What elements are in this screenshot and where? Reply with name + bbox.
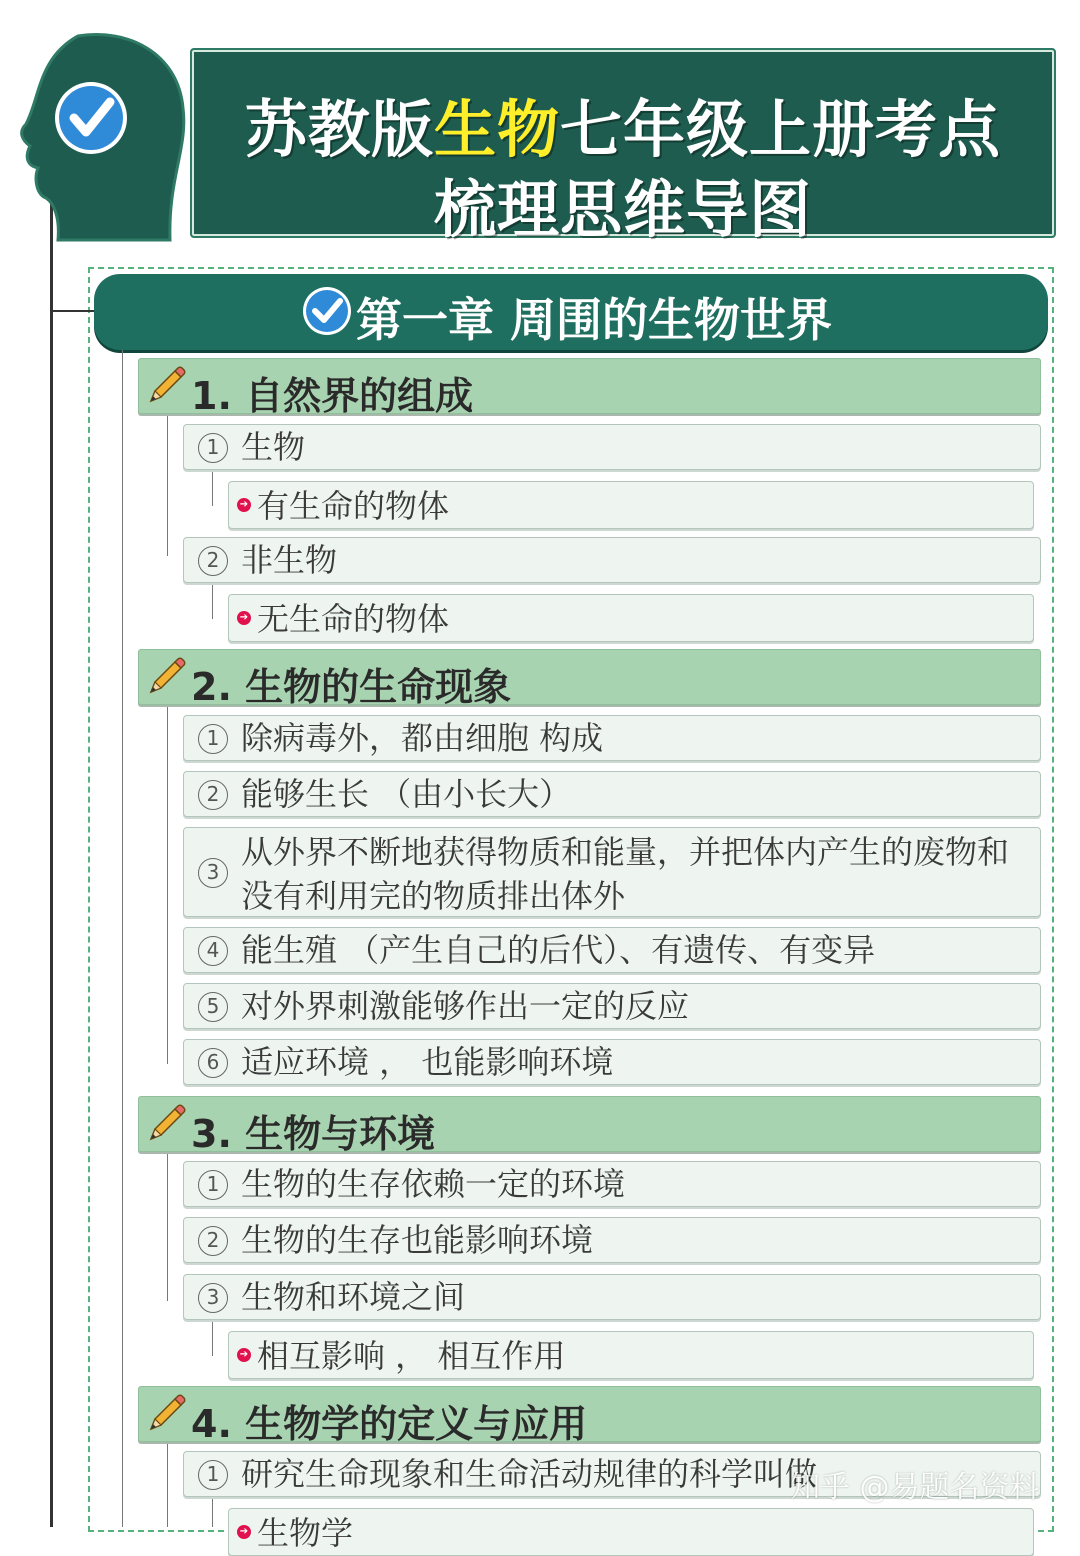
main-spine-line [50, 160, 53, 1527]
section-2-item-3[interactable] [183, 827, 1041, 917]
section-2-item-6[interactable] [183, 1039, 1041, 1085]
sec4-trunk [167, 1441, 168, 1527]
item-label: 生物和环境之间 [241, 1278, 466, 1316]
sub-line-1 [212, 470, 213, 506]
sub-label: 相互影响 ， 相互作用 [257, 1337, 566, 1375]
section-2-label: 2. 生物的生命现象 [191, 665, 512, 709]
section-4-item-1-sub[interactable] [228, 1508, 1034, 1556]
section-2-item-4[interactable] [183, 927, 1041, 973]
sub-label: 生物学 [257, 1514, 354, 1552]
sub-line-2 [212, 583, 213, 619]
pencil-icon [145, 1393, 187, 1435]
section-3-item-2[interactable] [183, 1217, 1041, 1263]
chapter-title: 第一章 周围的生物世界 [356, 293, 833, 347]
section-1-header[interactable] [138, 358, 1041, 418]
check-icon [302, 286, 352, 336]
arrow-bullet-icon: ➔ [237, 1525, 251, 1539]
item-number: 1 [198, 1460, 228, 1490]
title-line-1: 苏教版生物七年级上册考点 [244, 93, 1002, 166]
section-4-header[interactable] [138, 1386, 1041, 1446]
item-number: 6 [198, 1048, 228, 1078]
section-2-item-1[interactable] [183, 715, 1041, 761]
chapter-bar[interactable] [94, 274, 1048, 350]
section-3-item-3[interactable] [183, 1274, 1041, 1320]
arrow-bullet-icon: ➔ [237, 498, 251, 512]
item-label: 除病毒外，都由细胞 构成 [241, 719, 604, 757]
item-number: 3 [198, 858, 228, 888]
item-label: 非生物 [241, 541, 338, 579]
sec3-trunk [167, 1151, 168, 1301]
sub-line-3 [212, 1320, 213, 1356]
section-3-item-3-sub[interactable] [228, 1331, 1034, 1379]
item-label: 从外界不断地获得物质和能量，并把体内产生的废物和没有利用完的物质排出体外 [241, 833, 1010, 915]
head-silhouette-icon [18, 28, 193, 243]
section-1-label: 1. 自然界的组成 [191, 374, 474, 418]
item-label: 研究生命现象和生命活动规律的科学叫做 [241, 1455, 818, 1493]
section-2-header[interactable] [138, 649, 1041, 709]
sub-label: 有生命的物体 [257, 487, 450, 525]
item-number: 4 [198, 936, 228, 966]
arrow-bullet-icon: ➔ [237, 1348, 251, 1362]
item-number: 2 [198, 1226, 228, 1256]
item-number: 1 [198, 433, 228, 463]
section-2-item-2[interactable] [183, 771, 1041, 817]
section-1-item-2[interactable] [183, 537, 1041, 583]
section-1-item-1[interactable] [183, 424, 1041, 470]
item-number: 2 [198, 546, 228, 576]
pencil-icon [145, 1103, 187, 1145]
item-label: 生物的生存依赖一定的环境 [241, 1165, 626, 1203]
item-label: 能够生长 （由小长大） [241, 775, 572, 813]
section-3-item-1[interactable] [183, 1161, 1041, 1207]
section-4-label: 4. 生物学的定义与应用 [191, 1402, 588, 1446]
item-label: 能生殖 （产生自己的后代）、有遗传、有变异 [241, 931, 876, 969]
item-number: 5 [198, 992, 228, 1022]
item-number: 3 [198, 1283, 228, 1313]
title-highlight: 生物 [433, 93, 560, 166]
section-2-item-5[interactable] [183, 983, 1041, 1029]
title-line-2: 梳理思维导图 [433, 173, 812, 246]
chapter-branch-line [52, 310, 96, 312]
arrow-bullet-icon: ➔ [237, 611, 251, 625]
item-number: 2 [198, 780, 228, 810]
sec1-trunk [167, 414, 168, 556]
pencil-icon [145, 656, 187, 698]
watermark: 知乎 @易题名资料 [790, 1470, 1040, 1505]
section-3-label: 3. 生物与环境 [191, 1112, 436, 1156]
item-number: 1 [198, 1170, 228, 1200]
sub-line-4 [212, 1497, 213, 1527]
item-label: 适应环境 ， 也能影响环境 [241, 1043, 614, 1081]
item-label: 生物的生存也能影响环境 [241, 1221, 594, 1259]
section-1-item-2-sub[interactable] [228, 594, 1034, 642]
sec2-trunk [167, 704, 168, 1064]
section-1-item-1-sub[interactable] [228, 481, 1034, 529]
item-number: 1 [198, 724, 228, 754]
sub-label: 无生命的物体 [257, 600, 450, 638]
pencil-icon [145, 365, 187, 407]
section-3-header[interactable] [138, 1096, 1041, 1156]
item-label: 对外界刺激能够作出一定的反应 [241, 987, 690, 1025]
section-trunk-line [122, 350, 123, 1527]
item-label: 生物 [241, 428, 306, 466]
title-banner [190, 48, 1056, 246]
